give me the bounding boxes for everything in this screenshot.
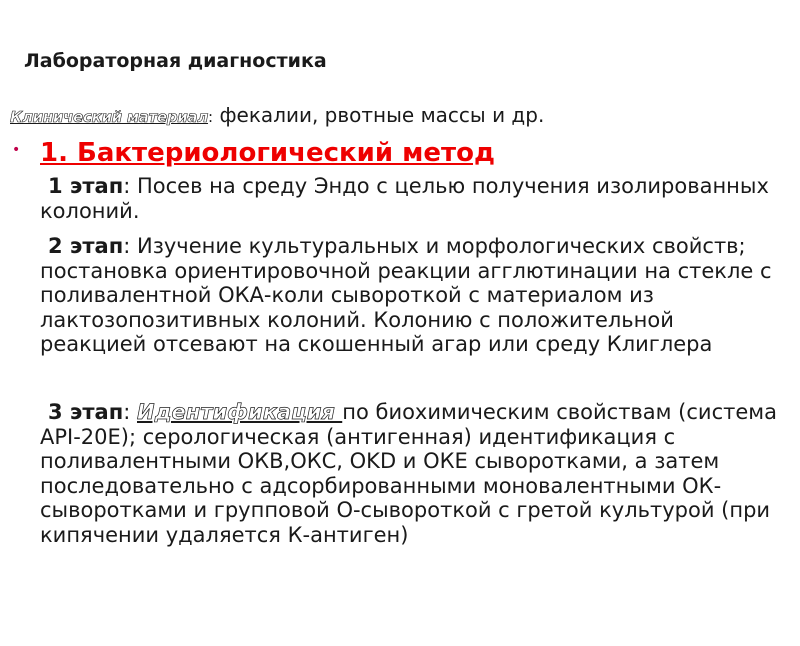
stage-1-paragraph (40, 174, 780, 223)
stage-3-colon: : (123, 400, 137, 424)
bullet-icon: • (12, 142, 21, 158)
stage-2-label: 2 этап (48, 234, 124, 258)
stage-3-label: 3 этап (48, 400, 124, 424)
slide-title: Лабораторная диагностика (24, 50, 327, 72)
clinical-material-label: Клинический материал (10, 108, 209, 126)
stage-3-paragraph (40, 400, 780, 547)
stage-2-paragraph (40, 234, 780, 357)
stage-3-text: по биохимическим свойствам (система API-20E); серологическая (антигенная) идентификация с поливалентными ОКВ,ОКС, OKD и ОКЕ сыворотками, а затем последовательно с адсорбированными моновалентными ОК-сыворотками и групповой О-сывороткой с гретой культурой (при кипячении удаляется К-антиген) (40, 400, 777, 547)
stage-2-text: : Изучение культуральных и морфологических свойств; постановка ориентировочной реакции агглютинации на стекле с поливалентной ОКА-коли сывороткой с материалом из лактозопозитивных колоний. Колонию с положительной реакцией отсевают на скошенный агар или среду Клиглера (40, 234, 772, 356)
method-heading: 1. Бактериологический метод (40, 138, 495, 168)
clinical-material-line (10, 102, 544, 130)
clinical-material-text: фекалии, рвотные массы и др. (213, 103, 545, 127)
clinical-material-colon: : (208, 108, 214, 126)
stage-1-label: 1 этап (48, 174, 124, 198)
identification-word: Идентификация (137, 400, 343, 424)
stage-1-text: : Посев на среду Эндо с целью получения изолированных колоний. (40, 174, 769, 223)
